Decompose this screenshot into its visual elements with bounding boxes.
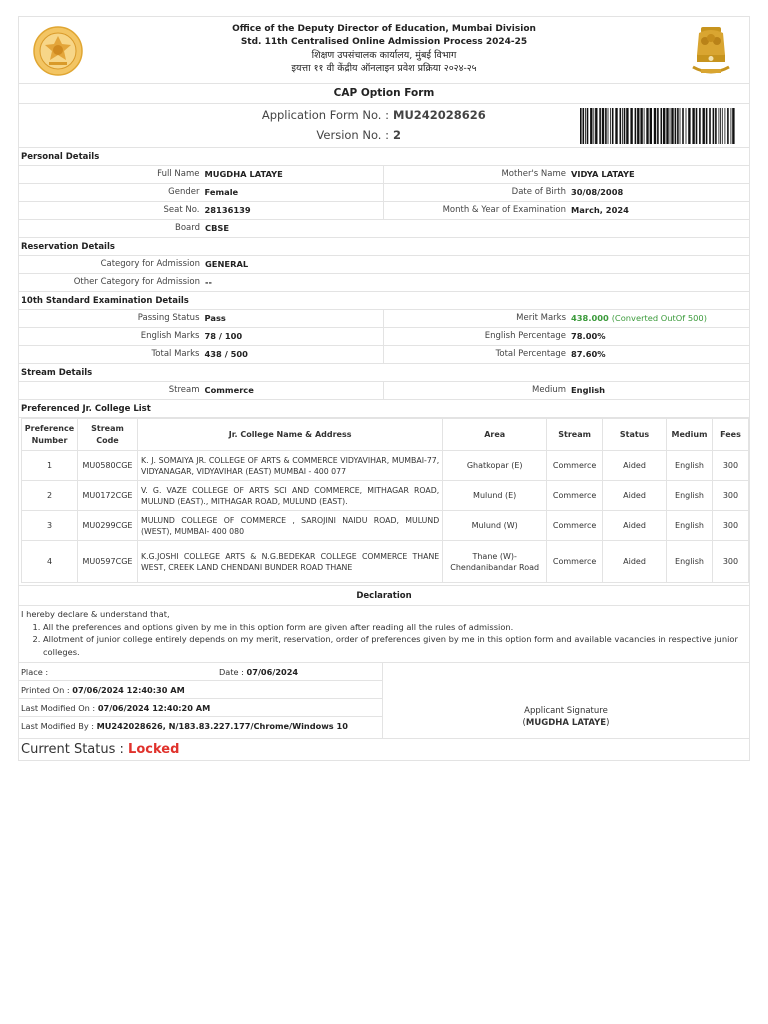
declaration-intro: I hereby declare & understand that, (21, 609, 170, 619)
declaration-heading: Declaration (19, 585, 749, 605)
stream-code: MU0299CGE (77, 511, 137, 541)
college-address: K. J. SOMAIYA JR. COLLEGE OF ARTS & COMMERCE VIDYAVIHAR, MUMBAI-77, VIDYANAGAR, VIDYAVIHAR (EAST) MUMBAI - 400 077 (137, 451, 442, 481)
total-percentage-label: Total Percentage (495, 349, 566, 359)
application-info (19, 103, 749, 147)
stream-code: MU0172CGE (77, 481, 137, 511)
other-category-value: -- (205, 277, 212, 287)
mother-name-label: Mother's Name (501, 169, 566, 179)
printed-row (19, 681, 382, 699)
merit-marks-note: (Converted OutOf 500) (611, 313, 707, 323)
table-row (22, 481, 749, 511)
col-status: Status (603, 419, 667, 451)
college-fees: 300 (712, 511, 748, 541)
modified-by-label: Last Modified By : (21, 721, 95, 731)
cap-option-form (18, 16, 750, 761)
college-fees: 300 (712, 541, 748, 583)
place-label: Place : (21, 667, 49, 677)
version-value: 2 (393, 128, 402, 142)
declaration-text (19, 605, 749, 662)
exam-value: March, 2024 (571, 205, 629, 215)
gender-label: Gender (168, 187, 200, 197)
college-area: Mulund (W) (443, 511, 547, 541)
full-name-label: Full Name (157, 169, 200, 179)
version-label: Version No. : (316, 128, 389, 142)
detail-row (19, 381, 749, 399)
detail-row (19, 183, 749, 201)
college-address: MULUND COLLEGE OF COMMERCE , SAROJINI NAIDU ROAD, MULUND (WEST), MUMBAI- 400 080 (137, 511, 442, 541)
header-line-3: शिक्षण उपसंचालक कार्यालय, मुंबई विभाग (311, 50, 457, 61)
detail-row (19, 219, 749, 237)
college-address: K.G.JOSHI COLLEGE ARTS & N.G.BEDEKAR COLLEGE COMMERCE THANE WEST, CREEK LAND CHENDANI BUNDER ROAD THANE (137, 541, 442, 583)
modified-row (19, 699, 382, 717)
college-status: Aided (603, 511, 667, 541)
college-stream: Commerce (547, 481, 603, 511)
gender-value: Female (204, 187, 239, 197)
form-number-line (19, 108, 486, 122)
declaration-item: 2. Allotment of junior college entirely depends on my merit, reservation, order of preferences given by me in this option form and available vacancies in respective junior colleges. (43, 633, 747, 658)
header-line-2: Std. 11th Centralised Online Admission Process 2024-25 (240, 37, 528, 47)
maharashtra-seal-icon (33, 26, 83, 76)
signature-box: Applicant Signature (MUGDHA LATAYE) (383, 663, 749, 738)
col-stream: Stream (547, 419, 603, 451)
form-header (19, 17, 749, 83)
printed-label: Printed On : (21, 685, 70, 695)
college-medium: English (667, 541, 713, 583)
college-address: V. G. VAZE COLLEGE OF ARTS SCI AND COMMERCE, MITHAGAR ROAD, MULUND (EAST)., MITHAGAR ROAD, MULUND (EAST). (137, 481, 442, 511)
category-value: GENERAL (205, 259, 249, 269)
college-medium: English (667, 511, 713, 541)
stream-code: MU0580CGE (77, 451, 137, 481)
date-value: 07/06/2024 (246, 667, 299, 677)
form-footer (19, 662, 749, 738)
detail-row (19, 201, 749, 219)
national-emblem-icon (687, 23, 735, 79)
stream-label: Stream (168, 385, 200, 395)
merit-marks-number: 438.000 (571, 313, 609, 323)
preference-number: 4 (22, 541, 78, 583)
board-value: CBSE (205, 223, 230, 233)
col-medium: Medium (667, 419, 713, 451)
college-area: Ghatkopar (E) (443, 451, 547, 481)
table-row (22, 511, 749, 541)
total-marks-value: 438 / 500 (204, 349, 248, 359)
detail-row (19, 309, 749, 327)
header-line-1: Office of the Deputy Director of Education, Mumbai Division (232, 24, 536, 34)
college-status: Aided (603, 451, 667, 481)
college-status: Aided (603, 541, 667, 583)
medium-value: English (571, 385, 606, 395)
mother-name-value: VIDYA LATAYE (571, 169, 635, 179)
college-fees: 300 (712, 481, 748, 511)
dob-label: Date of Birth (511, 187, 566, 197)
total-percentage-value: 87.60% (571, 349, 606, 359)
col-stream-code: Stream Code (77, 419, 137, 451)
stream-value: Commerce (204, 385, 254, 395)
section-reservation-details: Reservation Details (19, 237, 749, 255)
section-10th-details: 10th Standard Examination Details (19, 291, 749, 309)
modified-by-row (19, 717, 382, 735)
board-label: Board (175, 223, 200, 233)
section-stream-details: Stream Details (19, 363, 749, 381)
english-marks-value: 78 / 100 (204, 331, 243, 341)
college-stream: Commerce (547, 541, 603, 583)
signature-name: MUGDHA LATAYE (525, 718, 607, 728)
stream-code: MU0597CGE (77, 541, 137, 583)
form-number-label: Application Form No. : (261, 108, 389, 122)
col-area: Area (443, 419, 547, 451)
col-fees: Fees (712, 419, 748, 451)
form-title: CAP Option Form (19, 83, 749, 103)
status-badge: Locked (128, 742, 180, 757)
table-row (22, 541, 749, 583)
other-category-label: Other Category for Admission (73, 277, 200, 287)
college-area: Thane (W)-Chendanibandar Road (443, 541, 547, 583)
full-name-value: MUGDHA LATAYE (204, 169, 283, 179)
version-line (19, 128, 465, 142)
college-stream: Commerce (547, 451, 603, 481)
place-date-row (19, 663, 382, 681)
passing-status-value: Pass (204, 313, 226, 323)
current-status (19, 738, 749, 760)
col-preference-number: Preference Number (22, 419, 78, 451)
exam-label: Month & Year of Examination (442, 205, 566, 215)
form-number-value: MU242028626 (393, 108, 486, 122)
declaration-list (21, 621, 747, 659)
english-percentage-value: 78.00% (571, 331, 606, 341)
preference-header-row (22, 419, 749, 451)
status-label: Current Status : (21, 742, 124, 757)
college-medium: English (667, 481, 713, 511)
college-status: Aided (603, 481, 667, 511)
preference-number: 2 (22, 481, 78, 511)
signature-label: Applicant Signature (524, 706, 608, 716)
college-stream: Commerce (547, 511, 603, 541)
preference-number: 3 (22, 511, 78, 541)
section-preference-list: Preferenced Jr. College List (19, 399, 749, 417)
dob-value: 30/08/2008 (571, 187, 624, 197)
modified-by-value: MU242028626, N/183.83.227.177/Chrome/Windows 10 (96, 721, 348, 731)
passing-status-label: Passing Status (137, 313, 200, 323)
detail-row (19, 345, 749, 363)
modified-value: 07/06/2024 12:40:20 AM (97, 703, 211, 713)
merit-marks-value (566, 310, 751, 327)
date-label: Date : (219, 667, 244, 677)
detail-row (19, 165, 749, 183)
preference-number: 1 (22, 451, 78, 481)
college-fees: 300 (712, 451, 748, 481)
detail-row (19, 255, 749, 273)
barcode-icon (579, 108, 735, 144)
declaration-item: 1. All the preferences and options given by me in this option form are given after reading all the rules of admission. (43, 621, 747, 634)
english-percentage-label: English Percentage (484, 331, 566, 341)
category-label: Category for Admission (100, 259, 200, 269)
seat-label: Seat No. (163, 205, 200, 215)
medium-label: Medium (532, 385, 566, 395)
college-medium: English (667, 451, 713, 481)
total-marks-label: Total Marks (151, 349, 200, 359)
detail-row (19, 273, 749, 291)
section-personal-details: Personal Details (19, 147, 749, 165)
table-row (22, 451, 749, 481)
modified-label: Last Modified On : (21, 703, 96, 713)
col-college-name: Jr. College Name & Address (137, 419, 442, 451)
header-line-4: इयत्ता ११ वी केंद्रीय ऑनलाइन प्रवेश प्रक्रिया २०२४-२५ (291, 63, 477, 74)
preference-table (21, 418, 749, 583)
college-area: Mulund (E) (443, 481, 547, 511)
seat-value: 28136139 (204, 205, 251, 215)
english-marks-label: English Marks (140, 331, 200, 341)
merit-marks-label: Merit Marks (516, 313, 566, 323)
printed-value: 07/06/2024 12:40:30 AM (72, 685, 185, 695)
detail-row (19, 327, 749, 345)
